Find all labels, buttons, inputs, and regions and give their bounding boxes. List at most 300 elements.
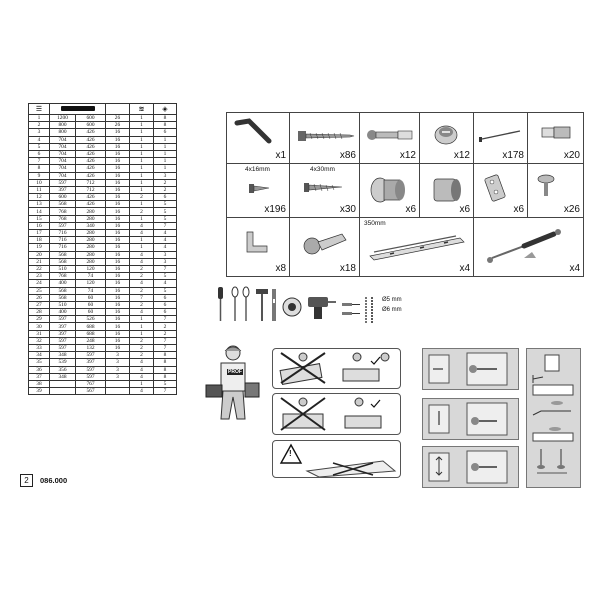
table-cell: 397: [50, 323, 76, 330]
table-row: [29, 230, 177, 237]
table-cell: 768: [50, 273, 76, 280]
table-row: [29, 388, 177, 395]
table-cell: 11: [29, 186, 50, 193]
table-cell: 2: [130, 301, 154, 308]
hardware-qty: x4: [569, 263, 580, 274]
table-cell: 2: [130, 352, 154, 359]
table-cell: 16: [106, 150, 130, 157]
table-cell: 4: [154, 230, 177, 237]
table-cell: 5: [154, 380, 177, 387]
table-cell: 26: [29, 294, 50, 301]
table-cell: 16: [106, 194, 130, 201]
table-cell: 16: [29, 222, 50, 229]
table-cell: 704: [50, 136, 76, 143]
table-cell: 29: [29, 316, 50, 323]
table-cell: 1: [130, 244, 154, 251]
table-row: [29, 215, 177, 222]
table-cell: 8: [154, 373, 177, 380]
table-cell: 8: [154, 359, 177, 366]
wall-mount-illustration-2: [423, 399, 518, 439]
table-cell: 1: [130, 122, 154, 129]
table-cell: 539: [50, 359, 76, 366]
table-cell: 768: [50, 215, 76, 222]
table-row: [29, 129, 177, 136]
table-cell: 74: [76, 273, 106, 280]
table-row: [29, 323, 177, 330]
table-cell: 120: [76, 280, 106, 287]
table-cell: 4: [154, 244, 177, 251]
table-row: [29, 201, 177, 208]
table-cell: 4: [130, 230, 154, 237]
table-cell: 6: [154, 301, 177, 308]
table-cell: 12: [29, 194, 50, 201]
table-cell: 1: [130, 316, 154, 323]
hardware-cell: [290, 218, 360, 277]
table-cell: 16: [106, 222, 130, 229]
table-cell: 716: [50, 237, 76, 244]
table-cell: 8: [29, 165, 50, 172]
hardware-cell: [227, 164, 290, 218]
hardware-cell: [474, 164, 528, 218]
table-cell: 716: [50, 244, 76, 251]
table-cell: 5: [154, 208, 177, 215]
table-cell: 8: [154, 352, 177, 359]
table-cell: 16: [106, 280, 130, 287]
table-cell: 16: [106, 165, 130, 172]
table-row: [29, 366, 177, 373]
table-cell: 567: [76, 388, 106, 395]
table-cell: 16: [106, 230, 130, 237]
table-cell: 400: [50, 280, 76, 287]
table-cell: 2: [130, 265, 154, 272]
table-cell: 16: [106, 287, 130, 294]
table-row: [29, 136, 177, 143]
table-cell: 568: [50, 201, 76, 208]
table-cell: 7: [154, 222, 177, 229]
table-row: [29, 194, 177, 201]
table-row: [29, 294, 177, 301]
hardware-cell: [528, 164, 584, 218]
table-cell: 1: [130, 115, 154, 122]
table-cell: 597: [76, 352, 106, 359]
table-row: [29, 359, 177, 366]
table-cell: 4: [130, 388, 154, 395]
table-cell: [50, 388, 76, 395]
table-cell: 6: [154, 194, 177, 201]
table-cell: 1: [130, 179, 154, 186]
table-cell: 14: [29, 208, 50, 215]
table-cell: 1: [130, 186, 154, 193]
table-cell: 3: [106, 352, 130, 359]
table-cell: 5: [154, 201, 177, 208]
table-cell: 7: [154, 337, 177, 344]
table-cell: 356: [50, 366, 76, 373]
table-cell: 5: [29, 143, 50, 150]
table-cell: 35: [29, 359, 50, 366]
table-cell: 2: [154, 330, 177, 337]
table-row: [29, 150, 177, 157]
table-cell: 74: [76, 287, 106, 294]
table-cell: 16: [106, 301, 130, 308]
table-cell: 6: [29, 150, 50, 157]
list-icon: ☰: [29, 104, 50, 115]
table-cell: 16: [106, 323, 130, 330]
hardware-cell: [528, 113, 584, 164]
hardware-qty: x12: [399, 150, 416, 161]
table-cell: 16: [106, 273, 130, 280]
table-cell: 5: [154, 215, 177, 222]
table-row: [29, 287, 177, 294]
table-cell: 597: [76, 366, 106, 373]
table-cell: 2: [130, 337, 154, 344]
gas-strut-icon: [474, 218, 584, 277]
drill-size-6: Ø6 mm: [382, 307, 402, 313]
table-cell: 16: [106, 309, 130, 316]
table-cell: 397: [50, 330, 76, 337]
table-cell: 597: [50, 179, 76, 186]
table-cell: 510: [50, 301, 76, 308]
table-cell: 2: [130, 345, 154, 352]
table-cell: 7: [154, 265, 177, 272]
table-cell: 280: [76, 244, 106, 251]
table-cell: 16: [106, 345, 130, 352]
hardware-qty: x30: [339, 204, 356, 215]
cube-icon: ◈: [154, 104, 177, 115]
table-row: [29, 237, 177, 244]
table-row: [29, 316, 177, 323]
table-cell: 597: [50, 316, 76, 323]
table-cell: 597: [50, 345, 76, 352]
table-cell: 4: [154, 237, 177, 244]
table-cell: 60: [76, 301, 106, 308]
table-row: [29, 172, 177, 179]
table-cell: 25: [29, 287, 50, 294]
table-cell: 9: [29, 172, 50, 179]
worker-figure: [203, 343, 263, 425]
table-cell: 426: [76, 172, 106, 179]
table-cell: 426: [76, 165, 106, 172]
table-cell: 33: [29, 345, 50, 352]
hardware-qty: x178: [502, 150, 524, 161]
table-row: [29, 179, 177, 186]
table-cell: 3: [154, 251, 177, 258]
table-cell: 768: [50, 208, 76, 215]
table-cell: 800: [50, 129, 76, 136]
table-cell: 2: [130, 194, 154, 201]
table-cell: 6: [154, 309, 177, 316]
wall-mount-illustration: [423, 349, 518, 389]
table-cell: 4: [130, 251, 154, 258]
table-cell: 1: [130, 136, 154, 143]
hardware-cell: [360, 218, 474, 277]
table-cell: 280: [76, 237, 106, 244]
table-cell: 34: [29, 352, 50, 359]
table-cell: 6: [154, 129, 177, 136]
table-cell: 280: [76, 208, 106, 215]
table-cell: 426: [76, 194, 106, 201]
tools-illustration: [210, 285, 450, 329]
hardware-cell: [227, 113, 290, 164]
table-cell: 16: [106, 258, 130, 265]
table-row: [29, 330, 177, 337]
table-cell: 37: [29, 373, 50, 380]
table-cell: 16: [106, 237, 130, 244]
table-cell: 36: [29, 366, 50, 373]
table-cell: 280: [76, 258, 106, 265]
hardware-cell: [290, 164, 360, 218]
table-cell: 1: [130, 330, 154, 337]
table-cell: 348: [50, 373, 76, 380]
table-cell: 1: [130, 215, 154, 222]
table-cell: 3: [154, 258, 177, 265]
hardware-cell: [290, 113, 360, 164]
table-cell: 2: [154, 186, 177, 193]
hardware-cell: [360, 164, 420, 218]
table-cell: 15: [29, 215, 50, 222]
mount-panel-2: [422, 398, 519, 440]
hardware-caption: 350mm: [364, 220, 386, 227]
table-cell: 1200: [50, 115, 76, 122]
table-cell: 397: [76, 359, 106, 366]
table-cell: 704: [50, 172, 76, 179]
table-cell: 704: [50, 143, 76, 150]
table-row: [29, 143, 177, 150]
table-cell: 16: [106, 143, 130, 150]
table-cell: 510: [50, 265, 76, 272]
table-cell: 16: [106, 208, 130, 215]
table-row: [29, 122, 177, 129]
table-cell: 568: [50, 294, 76, 301]
table-cell: 600: [50, 194, 76, 201]
table-cell: 8: [154, 366, 177, 373]
table-cell: 28: [29, 309, 50, 316]
hardware-cell: [360, 113, 420, 164]
level-icon: [272, 289, 276, 321]
table-header: [29, 104, 177, 115]
table-cell: [50, 380, 76, 387]
table-row: [29, 244, 177, 251]
table-cell: 704: [50, 150, 76, 157]
hardware-grid: [226, 112, 584, 277]
leveling-feet-illustration: [527, 349, 580, 487]
hardware-qty: x20: [563, 150, 580, 161]
table-cell: 400: [50, 309, 76, 316]
table-cell: 2: [154, 323, 177, 330]
table-cell: 7: [29, 158, 50, 165]
table-row: [29, 273, 177, 280]
table-cell: 4: [29, 136, 50, 143]
table-cell: 704: [50, 165, 76, 172]
table-cell: 4: [130, 366, 154, 373]
floor-protection-illustration: [273, 441, 400, 477]
drill-bits-icon: [342, 297, 372, 323]
drawer-slide-icon: [360, 218, 474, 277]
tools-row: [210, 285, 450, 329]
table-row: [29, 115, 177, 122]
table-cell: 16: [106, 129, 130, 136]
table-cell: 4: [130, 222, 154, 229]
table-cell: 3: [106, 359, 130, 366]
table-cell: 1: [130, 237, 154, 244]
table-cell: 426: [76, 143, 106, 150]
table-cell: 16: [106, 172, 130, 179]
table-cell: 2: [154, 179, 177, 186]
table-cell: 688: [76, 330, 106, 337]
table-cell: 32: [29, 337, 50, 344]
table-cell: 704: [50, 158, 76, 165]
tape-measure-icon: [283, 298, 301, 316]
table-cell: 16: [106, 337, 130, 344]
table-cell: 3: [29, 129, 50, 136]
layers-icon: ≋: [130, 104, 154, 115]
table-cell: 1: [130, 172, 154, 179]
table-cell: 16: [106, 179, 130, 186]
table-cell: 568: [50, 258, 76, 265]
table-cell: 3: [106, 366, 130, 373]
table-cell: 280: [76, 230, 106, 237]
hardware-cell: [474, 113, 528, 164]
table-cell: 60: [76, 309, 106, 316]
table-row: [29, 265, 177, 272]
table-cell: 2: [130, 208, 154, 215]
table-cell: 597: [50, 337, 76, 344]
instruction-panel-carrying: [272, 393, 401, 435]
table-cell: 1: [154, 158, 177, 165]
table-cell: 7: [154, 316, 177, 323]
table-cell: 16: [106, 330, 130, 337]
table-cell: 10: [29, 179, 50, 186]
table-cell: 120: [76, 265, 106, 272]
hardware-cell: [227, 218, 290, 277]
lifting-illustration: [273, 349, 400, 388]
table-cell: 597: [50, 222, 76, 229]
hardware-qty: x6: [513, 204, 524, 215]
table-row: [29, 158, 177, 165]
table-cell: 21: [29, 258, 50, 265]
wall-mount-illustration-3: [423, 447, 518, 487]
table-cell: 688: [76, 323, 106, 330]
spoon-icon: [232, 287, 249, 321]
table-cell: 1: [154, 165, 177, 172]
table-row: [29, 309, 177, 316]
table-cell: 248: [76, 337, 106, 344]
table-cell: 4: [130, 309, 154, 316]
table-cell: 16: [106, 201, 130, 208]
hammer-icon: [256, 289, 268, 321]
hardware-qty: x196: [264, 204, 286, 215]
table-cell: 4: [130, 258, 154, 265]
table-cell: 568: [50, 251, 76, 258]
table-cell: 426: [76, 136, 106, 143]
table-cell: 340: [76, 222, 106, 229]
table-cell: 39: [29, 388, 50, 395]
table-cell: 1: [130, 158, 154, 165]
table-cell: 426: [76, 150, 106, 157]
table-cell: 23: [29, 273, 50, 280]
screwdriver-icon: [218, 287, 223, 321]
table-row: [29, 380, 177, 387]
table-cell: 1: [154, 136, 177, 143]
hardware-qty: x26: [563, 204, 580, 215]
table-cell: 600: [76, 115, 106, 122]
table-cell: 712: [76, 186, 106, 193]
warning-symbol: !: [289, 449, 292, 458]
table-cell: 132: [76, 345, 106, 352]
table-cell: 16: [106, 244, 130, 251]
table-cell: 22: [29, 265, 50, 272]
table-cell: 3: [106, 373, 130, 380]
table-cell: 280: [76, 215, 106, 222]
table-cell: 60: [76, 294, 106, 301]
table-cell: 13: [29, 201, 50, 208]
table-cell: 6: [154, 294, 177, 301]
table-cell: 1: [29, 115, 50, 122]
hardware-qty: x1: [275, 150, 286, 161]
table-cell: 16: [106, 316, 130, 323]
table-cell: 600: [76, 122, 106, 129]
table-cell: 568: [50, 287, 76, 294]
hardware-caption: 4x16mm: [245, 166, 270, 173]
hardware-qty: x8: [275, 263, 286, 274]
table-cell: 18: [29, 237, 50, 244]
table-cell: 27: [29, 301, 50, 308]
table-cell: 1: [130, 150, 154, 157]
table-cell: 16: [106, 251, 130, 258]
hardware-qty: x4: [459, 263, 470, 274]
drill-icon: [308, 297, 336, 319]
table-cell: 426: [76, 129, 106, 136]
table-cell: 7: [154, 345, 177, 352]
table-cell: 3: [154, 172, 177, 179]
table-cell: 767: [76, 380, 106, 387]
table-row: [29, 352, 177, 359]
table-cell: 2: [130, 287, 154, 294]
table-cell: 348: [50, 352, 76, 359]
table-cell: 16: [106, 136, 130, 143]
table-cell: [106, 380, 130, 387]
table-cell: 38: [29, 380, 50, 387]
table-cell: 24: [29, 280, 50, 287]
table-cell: 426: [76, 201, 106, 208]
instruction-panel-lifting: [272, 348, 401, 389]
hardware-cell: [420, 164, 474, 218]
table-cell: 1: [154, 150, 177, 157]
table-cell: 4: [130, 373, 154, 380]
page-number: 2: [20, 474, 33, 487]
table-cell: 397: [50, 186, 76, 193]
table-cell: 1: [130, 165, 154, 172]
table-cell: 426: [76, 158, 106, 165]
table-row: [29, 301, 177, 308]
table-cell: 8: [154, 122, 177, 129]
hardware-cell: [420, 113, 474, 164]
table-cell: 26: [106, 115, 130, 122]
table-cell: 8: [154, 115, 177, 122]
table-row: [29, 251, 177, 258]
table-row: [29, 280, 177, 287]
table-cell: 712: [76, 179, 106, 186]
parts-table: [28, 103, 177, 395]
table-cell: 16: [106, 215, 130, 222]
table-cell: 7: [154, 388, 177, 395]
carrying-illustration: [273, 394, 400, 434]
hardware-qty: x12: [453, 150, 470, 161]
leveling-feet-panel: [526, 348, 581, 488]
table-cell: 5: [154, 273, 177, 280]
table-row: [29, 373, 177, 380]
table-cell: 16: [106, 186, 130, 193]
table-cell: 1: [130, 143, 154, 150]
